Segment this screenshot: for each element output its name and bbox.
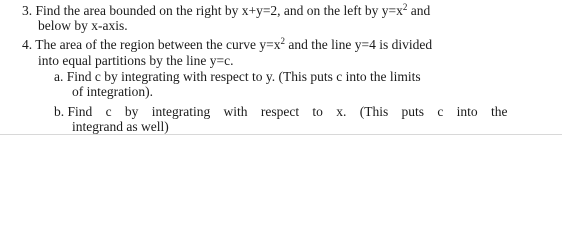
page-bottom-divider — [0, 134, 562, 135]
problem-3-number: 3. — [22, 3, 33, 18]
problem-3-exponent: 2 — [402, 2, 408, 12]
problem-4-text-end: and the line y=4 is divided — [285, 37, 433, 52]
problem-4-text: The area of the region between the curve y=x — [35, 37, 281, 52]
part-b-label: b. — [54, 104, 65, 119]
problem-3-text-end: and — [407, 3, 431, 18]
problem-3-text: Find the area bounded on the right by x+y=2, and on the left by y=x — [35, 3, 403, 18]
part-a-label: a. — [54, 69, 64, 84]
part-a-line-1 — [54, 69, 421, 84]
problem-4-exponent: 2 — [280, 36, 286, 46]
problem-4-line-2: into equal partitions by the line y=c. — [38, 53, 234, 68]
problem-3-line-1 — [22, 3, 430, 18]
part-a-line-2: of integration). — [72, 84, 153, 99]
part-b-line-2: integrand as well) — [72, 119, 169, 134]
part-b-line-1 — [54, 104, 508, 119]
problem-4-line-1 — [22, 37, 432, 52]
problem-4-number: 4. — [22, 37, 33, 52]
problem-3-line-2: below by x-axis. — [38, 18, 128, 33]
part-a-text: Find c by integrating with respect to y. (This puts c into the limits — [66, 69, 421, 84]
part-b-text: Find c by integrating with respect to x. (This puts c into the — [67, 104, 508, 119]
